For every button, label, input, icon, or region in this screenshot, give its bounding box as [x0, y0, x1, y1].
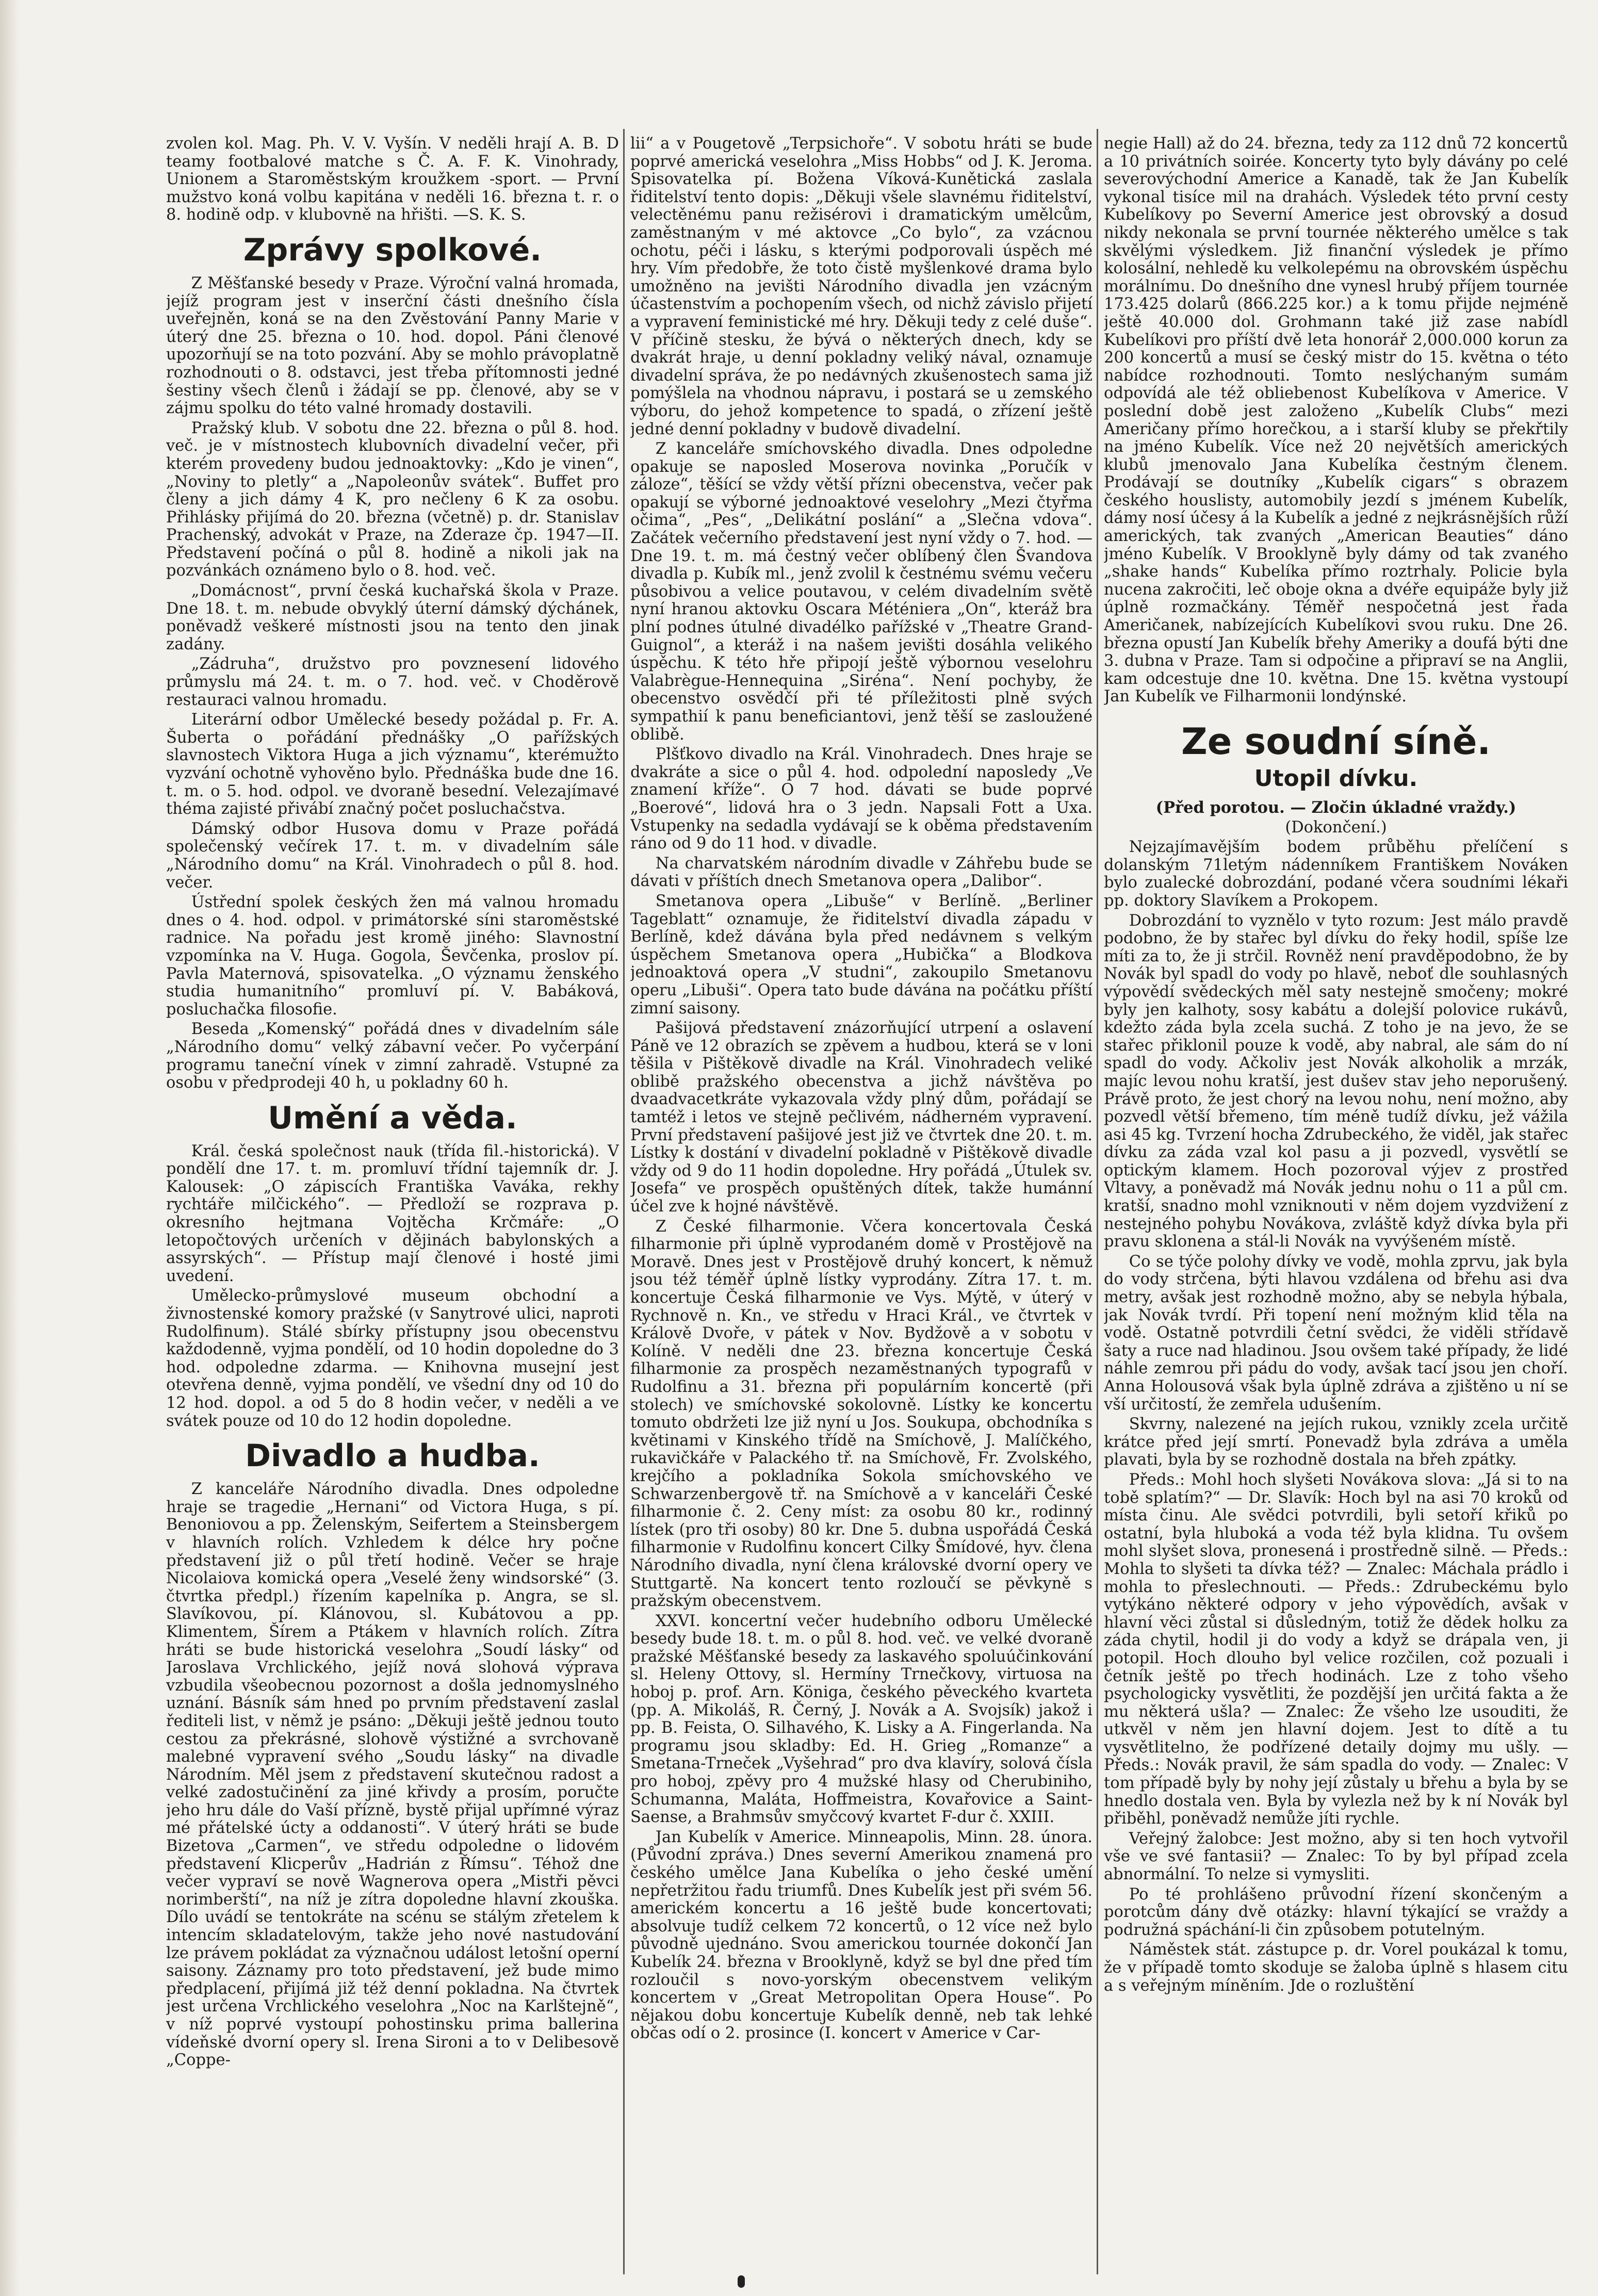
column-3	[1104, 135, 1568, 2270]
article-spolecnost-nauk: Král. česká společnost nauk (třída fil.-historická). V pondělí dne 17. t. m. promluví třídní tajemník dr. J. Kalousek: „O zápiscích Františka Vaváka, rekhy rychtáře milčického“. — Předloží se rozprava p. okresního hejtmana Vojtěcha Krčmáře: „O letopočtových určeních v dějinách babylonských a assyrských“. — Přístup mají členové i hosté jimi uvedení.	[166, 1142, 619, 1285]
court-paragraph: Veřejný žalobce: Jest možno, aby si ten hoch vytvořil vše ve své fantasii? — Znalec: To by byl případ zcela abnormální. To nelze si vymysliti.	[1104, 1829, 1568, 1884]
article-smichovske-divadlo: Z kanceláře smíchovského divadla. Dnes odpoledne opakuje se naposled Moserova novinka „Poručík v záloze“, těšící se vždy větší přízni obecenstva, večer pak opakují se výborné jednoaktové veselohry „Mezi čtyřma očima“, „Pes“, „Delikátní poslání“ a „Slečna vdova“. Začátek večerního představení jest nyní vždy o 7. hod. — Dne 19. t. m. má čestný večer oblíbený člen Švandova divadla p. Kubík ml., jenž zvolil k čestnému svému večeru působivou a velice poutavou, v celém divadelním světě nyní hranou aktovku Oscara Météniera „On“, kteráž bra plní podnes útulné divadélko pařížské v „Theatre Grand-Guignol“, a kteráž i na našem jevišti dosáhla velikého úspěchu. K této hře připojí ještě výbornou veselohru Valabrègue-Hennequina „Siréna“. Není pochyby, že obecenstvo osvědčí při té příležitosti plně svých sympathií k panu beneficiantovi, jenž těší se zasloužené oblibě.	[630, 440, 1092, 744]
binding-hole-mark	[738, 2275, 745, 2288]
section-heading-divadlo: Divadlo a hudba.	[245, 1438, 540, 1474]
article-narodni-divadlo: Z kanceláře Národního divadla. Dnes odpoledne hraje se tragedie „Hernani“ od Victora Huga, s pí. Benoniovou a pp. Želenským, Seifertem a Steinsbergem v hlavních rolích. Vzhledem k délce hry počne představení již o půl třetí hodině. Večer se hraje Nicolaiova komická opera „Veselé ženy windsorské“ (3. čtvrtka předpl.) řízením kapelníka p. Angra, se sl. Slavíkovou, pí. Klánovou, sl. Kubátovou a pp. Klimentem, Šírem a Ptákem v hlavních rolích. Zítra hráti se bude historická veselohra „Soudí lásky“ od Jaroslava Vrchlického, jejíž nová slohová výprava vzbudila všeobecnou pozornost a došla jednomyslného uznání. Básník sám hned po prvním představení zaslal řediteli list, v němž je psáno: „Děkuji ještě jednou touto cestou za překrásné, slohově výstižné a svrchovaně malebné vypravení svého „Soudu lásky“ na divadle Národním. Měl jsem z představení skutečnou radost a velké zadostučinění za jiné křivdy a prosím, poručte jeho hru dále do Vaší přízně, bystě přijal upřímné výraz mé přátelské úcty a oddanosti“. V úterý hráti se bude Bizetova „Carmen“, ve středu odpoledne o lidovém představení Klicperův „Hadrián z Římsu“. Téhož dne večer vypraví se nově Wagnerova opera „Mistři pěvci norimberští“, na níž je zítra dopoledne hlavní zkouška. Dílo uvádí se tentokráte na scénu se stálým zřetelem k intencím skladatelovým, takže jeho nové nastudování lze právem pokládat za význačnou událost letošní operní saisony. Záznamy pro toto představení, jež bude mimo předplacení, přijímá již též denní pokladna. Na čtvrtek jest určena Vrchlického veselohra „Noc na Karlštejně“, v níž poprvé vystoupí pohostinsku prima ballerina vídeňské dvorní opery sl. Irena Sironi a to v Delibesově „Coppe-	[166, 1480, 619, 2070]
article-pistekovo-divadlo: Plšťkovo divadlo na Král. Vinohradech. Dnes hraje se dvakráte a sice o půl 4. hod. odpolední naposledy „Ve znamení kříže“. O 7 hod. dávati se bude poprvé „Boerové“, lidová hra o 3 jedn. Napsali Fott a Uxa. Vstupenky na sedadla vydávají se k oběma představením ráno od 9 do 11 hod. v divadle.	[630, 745, 1092, 853]
column-2	[630, 135, 1092, 2270]
article-kubelik-amerika: Jan Kubelík v Americe. Minneapolis, Minn. 28. února. (Původní zpráva.) Dnes severní Amerikou znamená pro českého umělce Jana Kubelíka o jeho české umění nepřetržitou řadu triumfů. Dnes Kubelík jest při svém 56. americkém koncertu a 16 ještě bude koncertovati; absolvuje tudíž celkem 72 koncertů, o 12 více než bylo původně ujednáno. Svou americkou tournée dokončí Jan Kubelík 24. března v Brooklyně, když se byl dne před tím rozloučil s novo-yorským obecenstvem velikým koncertem v „Great Metropolitan Opera House“. Po nějakou dobu koncertuje Kubelík denně, neb tak lehké občas odí o 2. prosince (I. koncert v Americe v Car-	[630, 1828, 1092, 2043]
section-heading-umeni: Umění a věda.	[268, 1100, 517, 1136]
article-ustredni-spolek: Ústřední spolek českých žen má valnou hromadu dnes o 4. hod. odpol. v primátorské síni staroměstské radnice. Na pořadu jest kromě jiného: Slavnostní vzpomínka na V. Huga. Gogola, Ševčenka, proslov pí. Pavla Maternová, spisovatelka. „O významu ženského studia humanitního“ promluví pí. V. Babáková, posluchačka filosofie.	[166, 893, 619, 1019]
article-damsky-odbor: Dámský odbor Husova domu v Praze pořádá společenský večírek 17. t. m. v divadelním sále „Národního domu“ na Král. Vinohradech o půl 8. hod. večer.	[166, 819, 619, 892]
article-zadruha: „Zádruha“, družstvo pro povznesení lidového průmyslu má 24. t. m. o 7. hod. več. v Choděrově restauraci valnou hromadu.	[166, 655, 619, 709]
article-mestanska-beseda: Z Měšťanské besedy v Praze. Výroční valná hromada, jejíž program jest v inserční části dnešního čísla uveřejněn, koná se na den Zvěstování Panny Marie v úterý dne 25. března o 10. hod. dopol. Páni členové upozorňují se na toto pozvání. Aby se mohlo právoplatně rozhodnouti o 8. odstavci, jest třeba přítomnosti jedné šestiny všech členů i žádají se pp. členové, aby se v zájmu spolku do této valné hromady dostavili.	[166, 274, 619, 418]
court-paragraph: Předs.: Mohl hoch slyšeti Novákova slova: „Já si to na tobě splatím?“ — Dr. Slavík: Hoch byl na asi 70 kroků od místa činu. Ale svědci potvrdili, byli setoří křiků po ostatní, byla hluboká a voda též byla klidna. Tu ovšem mohl slyšet slova, pronesená i prostředně silně. — Předs.: Mohla to slyšeti ta dívka též? — Znalec: Máchala prádlo i mohla to přeslechnouti. — Předs.: Zdrubeckému bylo vytýkáno některé odpory v jeho výpovědích, avšak v hlavní věci zůstal si důsledným, totiž že dědek holku za záda chytil, hodil ji do vody a když se drápala ven, ji potopil. Hoch dlouho byl velice rozčilen, což pozuali i četník ještě po třech hodinách. Lze z toho všeho psychologicky vysvětliti, že pozdější jen určitá fakta a že mu některá ušla? — Znalec: Že všeho lze usouditi, že utkvěl v něm jen hlavní dojem. Jest to dítě a tu vysvětlitelno, že podřízené detaily dojmy mu ušly. — Předs.: Novák pravil, že sám spadla do vody. — Znalec: V tom případě byly by nohy její zůstaly u břehu a byla by se hnedlo dostala ven. Byla by vylezla než by k ní Novák byl přiběhl, poněvadž nemůže jíti rychle.	[1104, 1470, 1568, 1828]
article-libuse-berlin: Smetanova opera „Libuše“ v Berlíně. „Berliner Tageblatt“ oznamuje, že řiditelství divadla západu v Berlíně, kdež dávána byla před nedávnem s velkým úspěchem Smetanova opera „Hubička“ a Blodkova jednoaktová opera „V studni“, zakoupilo Smetanovu operu „Libuši“. Opera tato bude dávána na počátku příští zimní saisony.	[630, 892, 1092, 1018]
article-ceska-filharmonie: Z České filharmonie. Včera koncertovala Česká filharmonie při úplně vyprodaném domě v Prostějově na Moravě. Dnes jest v Prostějově druhý koncert, k němuž jsou též téměř úplně lístky vyprodány. Zítra 17. t. m. koncertuje Česká filharmonie ve Vys. Mýtě, v úterý v Rychnově n. Kn., ve středu v Hraci Král., ve čtvrtek v Králově Dvoře, v pátek v Nov. Bydžově a v sobotu v Kolíně. V neděli dne 23. března koncertuje Česká filharmonie za prospěch nezaměstnaných typografů v Rudolfinu a 31. března při populárním koncertě (při stolech) ve smíchovské sokolovně. Lístky ke koncertu tomuto obdržeti lze již nyní u Jos. Soukupa, obchodníka s květinami v Kinského třídě na Smíchově, J. Malíčkého, rukavičkáře v Palackého tř. na Smíchově, Fr. Zvolského, krejčího a pokladníka Sokola smíchovského ve Schwarzenbergově tř. na Smíchově a v kanceláři České filharmonie č. 2. Ceny míst: za osobu 80 kr., rodinný lístek (pro tři osoby) 80 kr. Dne 5. dubna uspořádá Česká filharmonie v Rudolfinu koncert Cilky Šmídové, hyv. člena Národního divadla, nyní člena královské dvorní opery ve Stuttgartě. Na koncert tento rozloučí se pěvkyně s pražským obecenstvem.	[630, 1217, 1092, 1611]
sport-notice: zvolen kol. Mag. Ph. V. V. Vyšín. V neděli hrají A. B. D teamy footbalové matche s Č. A. F. K. Vinohrady, Unionem a Staroměstským kroužkem -sport. — První mužstvo koná volbu kapitána v neděli 16. března t. r. o 8. hodině odp. v klubovně na hřišti. —S. K. S.	[166, 135, 619, 224]
article-museum: Umělecko-průmyslové museum obchodní a živnostenské komory pražské (v Sanytrové ulici, naproti Rudolfinum). Stálé sbírky přístupny jsou obecenstvu každodenně, vyjma pondělí, od 10 hodin dopoledne do 3 hod. odpoledne zdarma. — Knihovna musejní jest otevřena denně, vyjma pondělí, ve všední dny od 10 do 12 hod. dopol. a od 5 do 8 hodin večer, v neděli a ve svátek pouze od 10 do 12 hodin dopoledne.	[166, 1287, 619, 1430]
section-heading-soud: Ze soudní síně.	[1181, 720, 1491, 763]
column-rule-2	[1097, 129, 1098, 2274]
column-1	[166, 135, 619, 2270]
court-paragraph: Dobrozdání to vyznělo v tyto rozum: Jest málo pravdě podobno, že by stařec byl dívku do řeky hodil, spíše lze míti za to, že ji strčil. Rovněž není pravděpodobno, že by Novák byl spadl do vody po hlavě, neboť dle souhlasných výpovědí svědeckých měl saty nestejně smočeny; mokré byly jen kalhoty, sosy kabátu a dolejší polovice rukávů, kdežto záda byla zcela suchá. Z toho je na jevo, že se stařec přiklonil pouze k vodě, aby nabral, ale sám do ní spadl do vody. Ačkoliv jest Novák alkoholik a mrzák, majíc levou nohu kratší, jest dušev stav jeho neporušený. Právě proto, že jest chorý na levou nohu, není možno, aby pozvedl větší břemeno, tím méně tudíž dívku, jež vážila asi 45 kg. Tvrzení hocha Zdrubeckého, že viděl, jak stařec dívku za záda vzal kol pasu a ji pozvedl, vysvětlí se optickým klamem. Hoch pozoroval výjev z prostřed Vltavy, a poněvadž má Novák jednu nohu o 11 a půl cm. kratší, snadno mohl vzniknouti v něm dojem vyzdvižení z nestejného pohybu Novákova, zvláště když dívka byla při pravu sklonena a stál-li Novák na vyvýšeném místě.	[1104, 911, 1568, 1251]
page-fold-shadow	[0, 0, 20, 2296]
court-paragraph: Co se týče polohy dívky ve vodě, mohla zprvu, jak byla do vody strčena, býti hlavou vzdálena od břehu asi dva metry, avšak jest rozhodně možno, aby se nebyla hýbala, jak Novák tvrdí. Při topení není možným klid těla na vodě. Ostatně potvrdili četní svědci, že viděli střídavě šaty a ruce nad hladinou. Jsou ovšem také případy, že lidé náhle zemrou při pádu do vody, avšak tací jsou jen choří. Anna Holousová však byla úplně zdráva a zjištěno u ní se vší určitostí, že zemřela udušením.	[1104, 1252, 1568, 1414]
article-continuation: lii“ a v Pougetově „Terpsichoře“. V sobotu hráti se bude poprvé americká veselohra „Miss Hobbs“ od J. K. Jeroma. Spisovatelka pí. Božena Víková-Kunětická zaslala řiditelství tento dopis: „Děkuji všele slavnému řiditelství, velectěnému panu režisérovi i dramatickým umělcům, zaměstnaným v mé aktovce „Co bylo“, za vzácnou ochotu, péči i lásku, s kterými podporovali úspěch mé hry. Vím předobře, že toto čistě myšlenkové drama bylo umožněno na jevišti Národního divadla jen vzácným účastenstvím a pochopením všech, od nichž závislo přijetí a vypravení feministické mé hry. Děkuji tedy z celé duše“. V příčině stesku, že bývá o některých dnech, kdy se dvakrát hraje, u denní pokladny veliký nával, oznamuje divadelní správa, že po nedávných zkušenostech sama již pomýšlela na vhodnou nápravu, i postará se u zemského výboru, do jehož kompetence to spadá, o zřízení ještě jedné denní pokladny v budově divadelní.	[630, 135, 1092, 438]
article-beseda-komensky: Beseda „Komenský“ pořádá dnes v divadelním sále „Národního domu“ velký zábavní večer. Po vyčerpání programu taneční vínek v zimní zahradě. Vstupné za osobu v předprodeji 40 h, u pokladny 60 h.	[166, 1020, 619, 1092]
article-prazsky-klub: Pražský klub. V sobotu dne 22. března o půl 8. hod. več. je v místnostech klubovních divadelní večer, při kterém provedeny budou jednoaktovky: „Kdo je vinen“, „Noviny to pletly“ a „Napoleonův svátek“. Buffet pro členy a jich dámy 4 K, pro nečleny 6 K za osobu. Přihlásky přijímá do 20. března (včetně) p. dr. Stanislav Prachenský, advokát v Praze, na Zderaze čp. 1947—II. Představení počíná o půl 8. hodině a nikoli jak na pozvánkách oznámeno bylo o 8. hod. več.	[166, 419, 619, 580]
article-caption: (Před porotou. — Zločin úkladné vraždy.)	[1155, 798, 1517, 817]
article-literarni-odbor: Literární odbor Umělecké besedy požádal p. Fr. A. Šuberta o pořádání přednášky „O pařížských slavnostech Viktora Huga a jich významu“, kterémužto vyzvání ochotně vyhověno bylo. Přednáška bude dne 16. t. m. o 5. hod. odpol. ve dvoraně besední. Velezajímavé théma zajisté přivábí značný počet posluchačstva.	[166, 711, 619, 818]
court-paragraph: Skvrny, nalezené na jejích rukou, vznikly zcela určitě krátce před její smrtí. Ponevadž byla zdráva a uměla plavati, byla by se rozhodně dostala na břeh zpátky.	[1104, 1415, 1568, 1469]
article-zahreb: Na charvatském národním divadle v Záhřebu bude se dávati v příštích dnech Smetanova opera „Dalibor“.	[630, 854, 1092, 891]
article-title-utopil: Utopil dívku.	[1254, 765, 1418, 792]
court-paragraph: Nejzajímavějším bodem průběhu přelíčení s dolanským 71letým nádenníkem Františkem Nováken bylo zualecké dobrozdání, podané včera soudními lékaři pp. doktory Slavíkem a Prokopem.	[1104, 838, 1568, 910]
column-rule-1	[623, 129, 625, 2274]
section-heading-spolky: Zprávy spolkové.	[243, 232, 542, 268]
court-paragraph: Náměstek stát. zástupce p. dr. Vorel poukázal k tomu, že v případě tomto skoduje se žaloba úplně s hlasem citu a s veřejným míněním. Jde o rozluštění	[1104, 1941, 1568, 1995]
article-domacnost: „Domácnost“, první česká kuchařská škola v Praze. Dne 18. t. m. nebude obvyklý úterní dámský dýchánek, poněvadž veškeré místnosti jsou na tento den jinak zadány.	[166, 582, 619, 653]
article-caption-continuation: (Dokončení.)	[1285, 818, 1387, 837]
court-paragraph: Po té prohlášeno průvodní řízení skončeným a porotcům dány dvě otázky: hlavní týkající se vraždy a podružná spáchání-li čin způsobem potutelným.	[1104, 1885, 1568, 1939]
article-koncertni-vecer: XXVI. koncertní večer hudebního odboru Umělecké besedy bude 18. t. m. o půl 8. hod. več. ve velké dvoraně pražské Měšťanské besedy za laskavého spoluúčinkování sl. Heleny Ottovy, sl. Hermíny Trnečkovy, virtuosa na hoboj p. prof. Arn. Königa, českého pěveckého kvarteta (pp. A. Mikoláš, R. Černý, J. Novák a A. Svojsík) jakož i pp. B. Feista, O. Silhavého, K. Lisky a A. Fingerlanda. Na programu jsou skladby: Ed. H. Grieg „Romanze“ a Smetana-Trneček „Vyšehrad“ pro dva klavíry, solová čísla pro hoboj, zpěvy pro 4 mužské hlasy od Cherubiniho, Schumanna, Maláta, Hoffmeistra, Kovařovice a Saint-Saense, a Brahmsův smyčcový kvartet F-dur č. XXIII.	[630, 1612, 1092, 1827]
article-kubelik-continuation: negie Hall) až do 24. března, tedy za 112 dnů 72 koncertů a 10 privátních soirée. Koncerty tyto byly dávány po celé severovýchodní Americe a Kanadě, tak že Jan Kubelík vykonal tisíce mil na drahách. Výsledek této první cesty Kubelíkovy po Severní Americe jest obrovský a dosud nikdy nekonala se první tournée některého umělce s tak skvělými výsledkem. Již finanční výsledek je přímo kolosální, nehledě ku velkolepému na obrovském úspěchu morálnímu. Do dnešního dne vynesl hrubý příjem tournée 173.425 dolarů (866.225 kor.) a k tomu přijde nejméně ještě 40.000 dol. Grohmann také již zase nabídl Kubelíkovi pro příští dvě leta honorář 2,000.000 korun za 200 koncertů a musí se český mistr do 15. května o této nabídce rozhodnouti. Tomto neslýchaným sumám odpovídá ale též obliebenost Kubelíkova v Americe. V poslední době jest založeno „Kubelík Clubs“ mezi Američany přímo horečkou, a i starší kluby se překřtily na jméno Kubelík. Více než 20 největších amerických klubů jmenovalo Jana Kubelíka čestným členem. Prodávají se doutníky „Kubelík cigars“ s obrazem českého houslisty, automobily jezdí s jménem Kubelík, dámy nosí účesy á la Kubelík a jedné z nejkrásnějších růží amerických, tak zvaných „American Beauties“ dáno jméno Kubelík. V Brooklyně byly dámy od tak zvaného „shake hands“ Kubelíka přímo roztrhaly. Policie byla nucena zakročiti, leč oboje okna a dvéře equipáže byly již úplně rozmačkány. Téměř nespočetná jest řada Američanek, nabízejících Kubelíkovi svou ruku. Dne 26. března opustí Jan Kubelík břehy Ameriky a doufá býti dne 3. dubna v Praze. Tam si odpočine a připraví se na Anglii, kam odcestuje dne 10. května. Dne 15. května vystoupí Jan Kubelík ve Filharmonii londýnské.	[1104, 135, 1568, 706]
article-pasijova: Pašijová představení znázorňující utrpení a oslavení Páně ve 12 obrazích se zpěvem a hudbou, která se v loni těšila v Pištěkově divadle na Král. Vinohradech veliké oblibě pražského obecenstva a jichž návštěva po dvaadvacetkráte vykazovala vždy plný dům, pořádají se tamtéž i letos ve stejně pečlivém, nádherném vypravení. První představení pašijové jest již ve čtvrtek dne 20. t. m. Lístky k dostání v divadelní pokladně v Pištěkově divadle vždy od 9 do 11 hodin dopoledne. Hry pořádá „Útulek sv. Josefa“ ve prospěch opuštěných dítek, takže humánní účel zve k hojné návštěvě.	[630, 1019, 1092, 1216]
